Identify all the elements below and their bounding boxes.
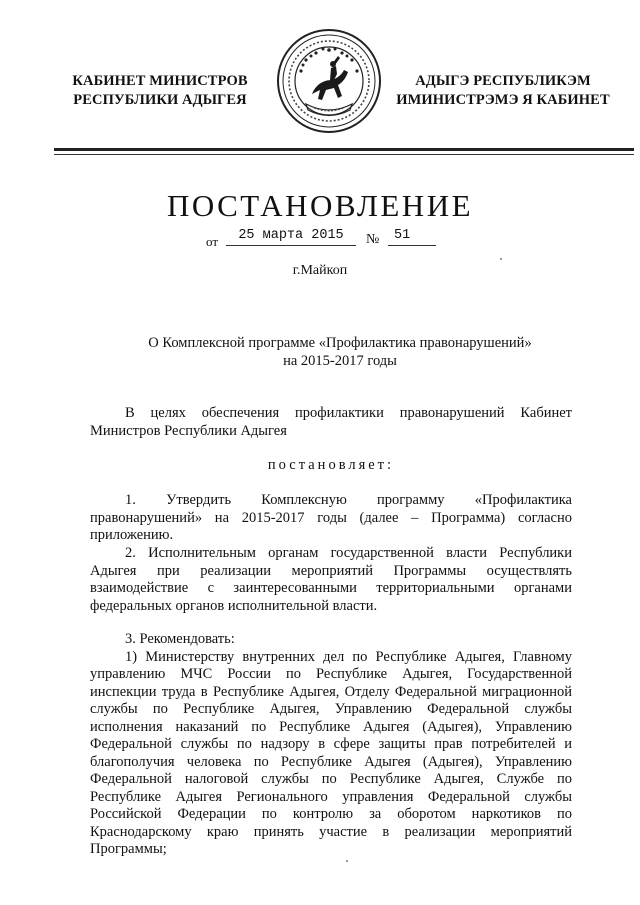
preamble — [90, 405, 572, 440]
item-3 — [90, 631, 572, 859]
header-left — [60, 72, 260, 110]
decree-subject — [100, 334, 580, 370]
item-2 — [90, 545, 572, 615]
city-name: г.Майкоп — [292, 263, 348, 278]
header-right — [383, 72, 623, 110]
header-right-line2: ИМИНИСТРЭМЭ Я КАБИНЕТ — [396, 92, 610, 108]
date-number-line — [200, 230, 460, 252]
scan-speck — [346, 860, 348, 862]
header-left-line1: КАБИНЕТ МИНИСТРОВ — [72, 73, 248, 89]
header-right-line1: АДЫГЭ РЕСПУБЛИКЭМ — [415, 73, 591, 89]
header-left-line2: РЕСПУБЛИКИ АДЫГЕЯ — [73, 92, 247, 108]
item-3-1-text: 1) Министерству внутренних дел по Республике Адыгея, Главному управлению МЧС России по Республике Адыгея, Государственной инспекции труда в Республике Адыгея, Отделу Федеральной миграционной службы по Республике Адыгея, Управлению Федеральной службы исполнения наказаний по Республике Адыгея (Адыгея), Управлению Федеральной службы по надзору в сфере защиты прав потребителей и благополучия человека по Республике Адыгея (Адыгея), Управлению Федеральной налоговой службы по Республике Адыгея, Службе по Республике Адыгея Регионального управления Федеральной службы Российской Федерации по контролю за оборотом наркотиков по Краснодарскому краю принять участие в реализации мероприятий Программы; — [90, 648, 572, 857]
decree-number: 51 — [388, 228, 436, 246]
subject-line2: на 2015-2017 годы — [283, 353, 397, 369]
decree-date: 25 марта 2015 — [226, 228, 356, 246]
scan-speck — [500, 258, 502, 260]
item-1 — [90, 492, 572, 545]
document-title: ПОСТАНОВЛЕНИЕ — [166, 188, 474, 223]
item-3-heading: 3. Рекомендовать: — [125, 631, 235, 647]
header-divider-thick — [54, 148, 634, 151]
preamble-text: В целях обеспечения профилактики правонарушений Кабинет Министров Республики Адыгея — [90, 405, 572, 439]
subject-line1: О Комплексной программе «Профилактика правонарушений» — [148, 335, 532, 351]
coat-of-arms-icon — [276, 28, 382, 134]
decree-word: постановляет: — [267, 457, 395, 473]
decree-word-block — [90, 457, 572, 475]
header-divider-thin — [54, 154, 634, 155]
item-2-text: 2. Исполнительным органам государственной власти Республики Адыгея при реализации мероприятий Программы осуществлять взаимодействие с заинтересованными территориальными органами федеральных органов исполнительной власти. — [90, 545, 572, 614]
number-sign: № — [366, 232, 380, 247]
item-1-text: 1. Утвердить Комплексную программу «Профилактика правонарушений» на 2015-2017 годы (далее – Программа) согласно приложению. — [90, 492, 572, 543]
date-prefix: от — [206, 234, 219, 249]
